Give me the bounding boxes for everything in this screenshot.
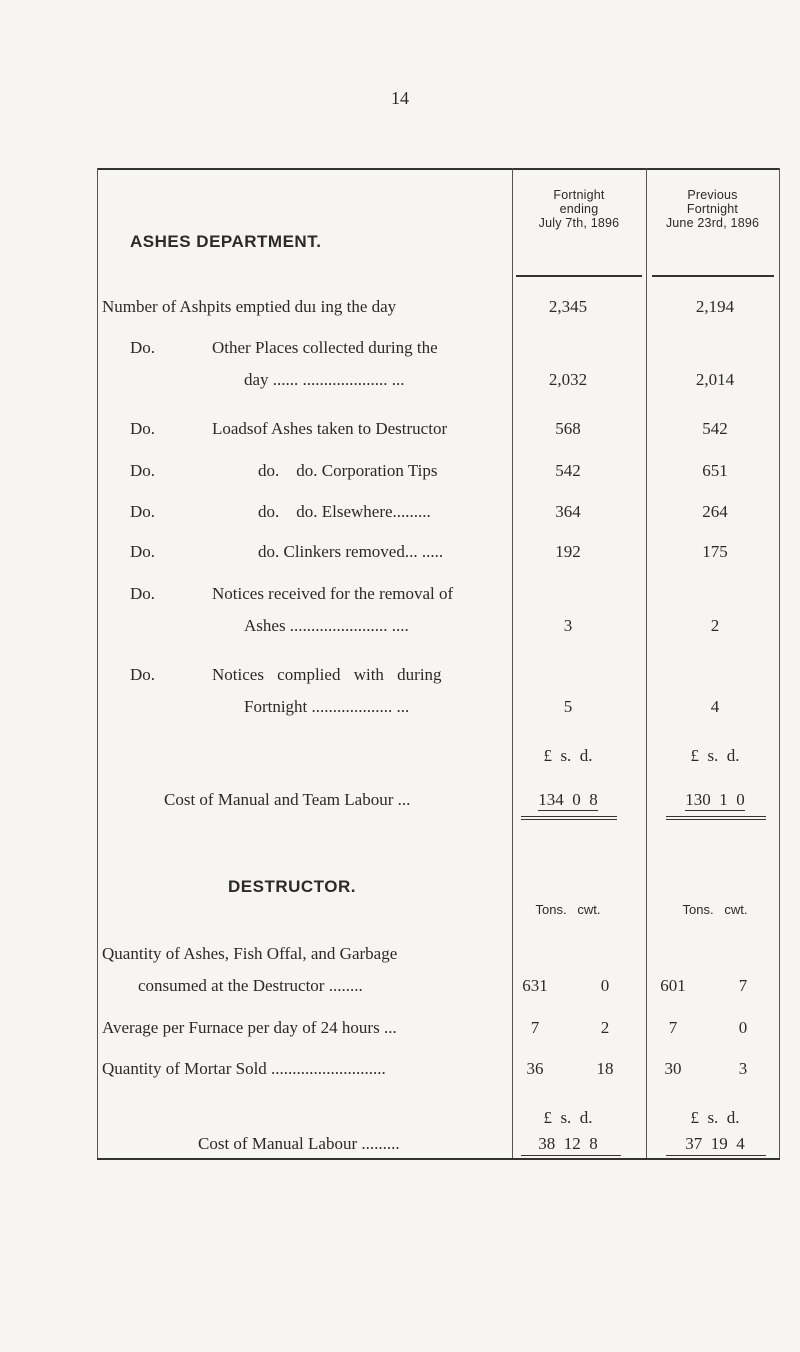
destructor-cwt-current: 0 xyxy=(600,976,610,995)
ashes-row-prefix: Do. xyxy=(130,665,156,684)
destructor-units-current: Tons. cwt. xyxy=(535,902,601,917)
column-header-previous: Previous Fortnight June 23rd, 1896 xyxy=(665,188,760,230)
ashes-row-value-previous: 651 xyxy=(702,461,728,480)
header-underline-1 xyxy=(516,275,642,277)
ashes-row-prefix: Do. xyxy=(130,338,156,357)
ashes-cost-label: Cost of Manual and Team Labour ... xyxy=(164,790,411,809)
destructor-row-label: Average per Furnace per day of 24 hours ... xyxy=(102,1018,397,1037)
ashes-row-value-current: 5 xyxy=(563,697,573,716)
destructor-cwt-current: 18 xyxy=(596,1059,614,1078)
ashes-department-title: ASHES DEPARTMENT. xyxy=(130,232,322,251)
ashes-row-label: Notices complied with during xyxy=(212,665,442,684)
ashes-row-value-current: 2,032 xyxy=(548,370,588,389)
ashes-cost-current: 134 0 8 xyxy=(538,790,598,809)
ashes-row-value-current: 364 xyxy=(555,502,581,521)
destructor-row-label: Quantity of Mortar Sold ........................... xyxy=(102,1059,386,1078)
ashes-row-prefix: Do. xyxy=(130,542,156,561)
destructor-cost-current: 38 12 8 xyxy=(538,1134,598,1153)
money-units-current: £ s. d. xyxy=(543,746,593,765)
ashes-row-label: do. do. Elsewhere......... xyxy=(258,502,431,521)
ashes-row-value-previous: 4 xyxy=(710,697,720,716)
money-units-previous: £ s. d. xyxy=(690,746,740,765)
ashes-row-label: Other Places collected during the xyxy=(212,338,438,357)
ashes-row-label: do. do. Corporation Tips xyxy=(258,461,438,480)
ashes-row-label: Number of Ashpits emptied duı ing the day xyxy=(102,297,397,316)
destructor-cost-previous: 37 19 4 xyxy=(685,1134,745,1153)
ashes-row-value-previous: 175 xyxy=(702,542,728,561)
ashes-row-label-cont: Fortnight ................... ... xyxy=(244,697,410,716)
page-number: 14 xyxy=(391,88,409,108)
destructor-money-units-current: £ s. d. xyxy=(543,1108,593,1127)
ashes-row-prefix: Do. xyxy=(130,461,156,480)
destructor-cost-double-rule-1 xyxy=(521,1155,621,1159)
destructor-title: DESTRUCTOR. xyxy=(228,877,356,896)
ashes-row-label: do. Clinkers removed... ..... xyxy=(258,542,444,561)
destructor-tons-current: 7 xyxy=(530,1018,540,1037)
ashes-row-prefix: Do. xyxy=(130,419,156,438)
ashes-row-value-current: 568 xyxy=(555,419,581,438)
ashes-row-label: Notices received for the removal of xyxy=(212,584,454,603)
ashes-row-value-current: 2,345 xyxy=(548,297,588,316)
ashes-row-label: Loadsof Ashes taken to Destructor xyxy=(212,419,448,438)
ashes-row-value-previous: 2 xyxy=(710,616,720,635)
ashes-row-prefix: Do. xyxy=(130,502,156,521)
destructor-cwt-previous: 0 xyxy=(738,1018,748,1037)
ashes-row-value-current: 3 xyxy=(563,616,573,635)
destructor-money-units-previous: £ s. d. xyxy=(690,1108,740,1127)
destructor-units-previous: Tons. cwt. xyxy=(682,902,748,917)
ashes-cost-previous: 130 1 0 xyxy=(685,790,745,809)
destructor-cwt-previous: 7 xyxy=(738,976,748,995)
destructor-cwt-previous: 3 xyxy=(738,1059,748,1078)
ashes-row-value-previous: 2,194 xyxy=(695,297,735,316)
table-top-rule xyxy=(97,168,780,170)
ashes-row-value-previous: 542 xyxy=(702,419,728,438)
destructor-tons-previous: 601 xyxy=(660,976,686,995)
destructor-tons-previous: 7 xyxy=(668,1018,678,1037)
destructor-tons-current: 631 xyxy=(522,976,548,995)
column-header-current: Fortnight ending July 7th, 1896 xyxy=(538,188,620,230)
destructor-tons-current: 36 xyxy=(526,1059,544,1078)
ashes-cost-double-rule-1 xyxy=(521,816,617,820)
destructor-tons-previous: 30 xyxy=(664,1059,682,1078)
header-underline-2 xyxy=(652,275,774,277)
ashes-row-label-cont: Ashes ....................... .... xyxy=(244,616,409,635)
ashes-row-value-previous: 264 xyxy=(702,502,728,521)
destructor-row-label-cont: consumed at the Destructor ........ xyxy=(138,976,363,995)
ashes-cost-double-rule-2 xyxy=(666,816,766,820)
destructor-cost-double-rule-2 xyxy=(666,1155,766,1159)
destructor-cwt-current: 2 xyxy=(600,1018,610,1037)
ashes-row-label-cont: day ...... .................... ... xyxy=(244,370,405,389)
ashes-row-prefix: Do. xyxy=(130,584,156,603)
ashes-row-value-current: 542 xyxy=(555,461,581,480)
ashes-row-value-current: 192 xyxy=(555,542,581,561)
ashes-row-value-previous: 2,014 xyxy=(695,370,735,389)
destructor-row-label: Quantity of Ashes, Fish Offal, and Garbage xyxy=(102,944,398,963)
destructor-cost-label: Cost of Manual Labour ......... xyxy=(198,1134,400,1153)
table-left-border xyxy=(97,168,98,1158)
